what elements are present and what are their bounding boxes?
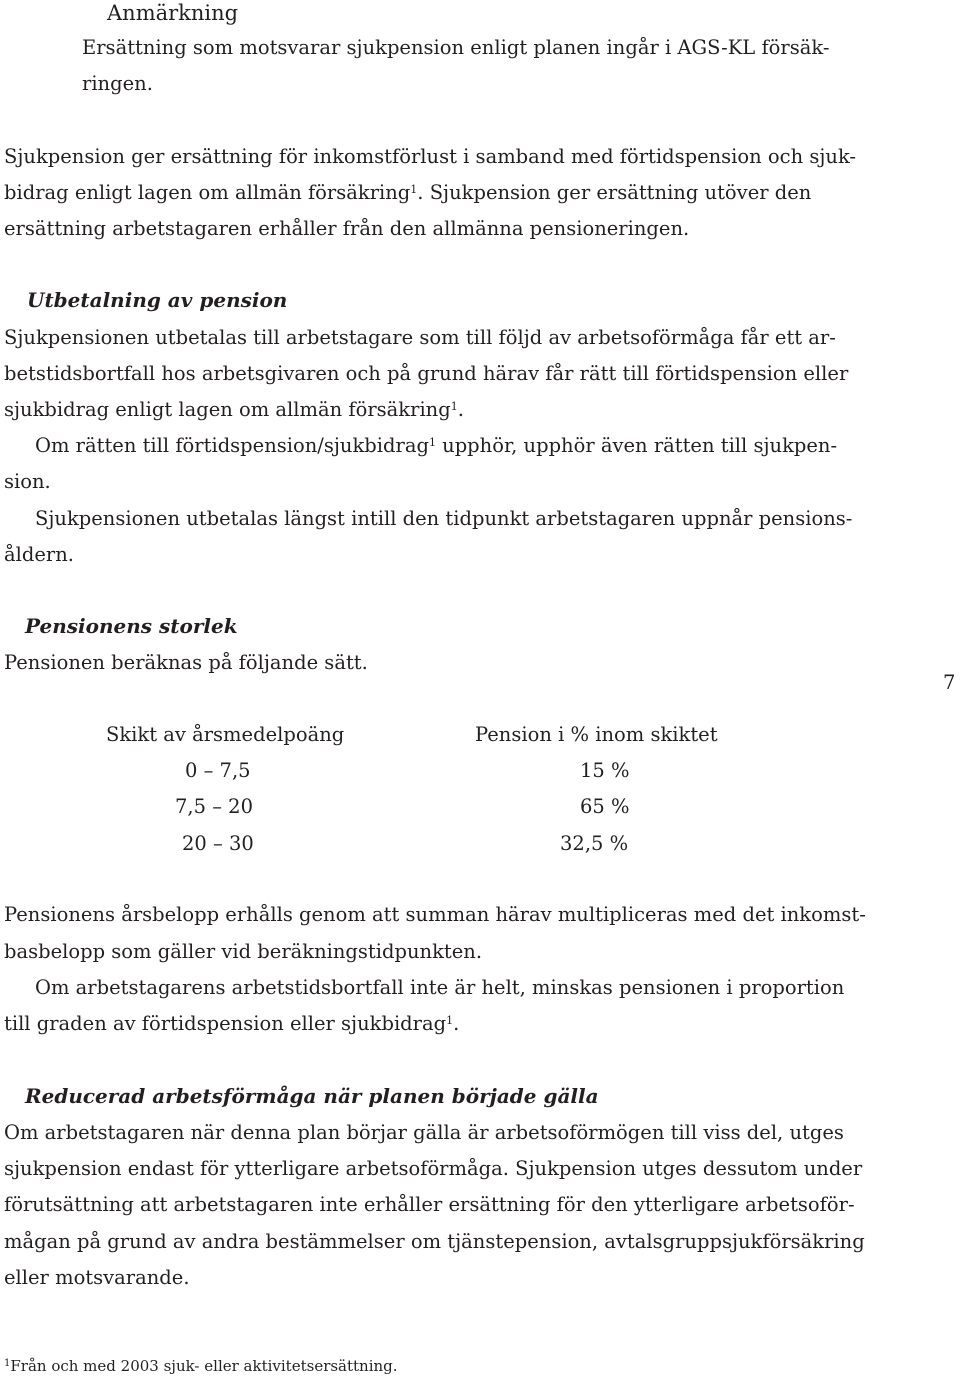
anmarkning-heading: Anmärkning (107, 1, 239, 25)
utbetalning-line: sjukbidrag enligt lagen om allmän försäkring$^1$. (4, 398, 464, 421)
anmarkning-line: ringen. (82, 72, 153, 95)
table-cell-pension: 15 % (580, 759, 630, 782)
anmarkning-line: Ersättning som motsvarar sjukpension enligt planen ingår i AGS-KL försäk- (82, 36, 830, 59)
after-table-line: till graden av förtidspension eller sjukbidrag$^1$. (4, 1012, 460, 1035)
footnote: $^1$Från och med 2003 sjuk- eller aktivitetsersättning. (4, 1357, 398, 1375)
reducerad-heading: Reducerad arbetsförmåga när planen började gälla (25, 1084, 599, 1108)
footnote-marker: 1 (4, 1358, 11, 1369)
footnote-marker: 1 (450, 400, 458, 413)
storlek-heading: Pensionens storlek (25, 614, 238, 638)
utbetalning-heading: Utbetalning av pension (27, 288, 288, 312)
utbetalning-line: Sjukpensionen utbetalas längst intill den tidpunkt arbetstagaren uppnår pensions- (35, 507, 853, 530)
reducerad-line: mågan på grund av andra bestämmelser om tjänstepension, avtalsgruppsjukförsäkring (4, 1230, 865, 1253)
intro-line: bidrag enligt lagen om allmän försäkring$^1$. Sjukpension ger ersättning utöver den (4, 181, 812, 204)
footnote-marker: 1 (446, 1014, 454, 1027)
table-cell-pension: 32,5 % (560, 832, 629, 855)
utbetalning-line: Sjukpensionen utbetalas till arbetstagare som till följd av arbetsoförmåga får ett ar- (4, 326, 836, 349)
reducerad-line: eller motsvarande. (4, 1266, 190, 1289)
after-table-line: Pensionens årsbelopp erhålls genom att summan härav multipliceras med det inkomst- (4, 903, 866, 926)
table-cell-skikt: 20 – 30 (182, 832, 254, 855)
footnote-marker: 1 (410, 183, 418, 196)
reducerad-line: Om arbetstagaren när denna plan börjar gälla är arbetsoförmögen till viss del, utges (4, 1121, 844, 1144)
table-header-skikt: Skikt av årsmedelpoäng (106, 723, 345, 746)
utbetalning-line: betstidsbortfall hos arbetsgivaren och på grund härav får rätt till förtidspension eller (4, 362, 849, 385)
table-header-pension: Pension i % inom skiktet (475, 723, 718, 746)
utbetalning-line: åldern. (4, 543, 74, 566)
utbetalning-line: Om rätten till förtidspension/sjukbidrag$^1$ upphör, upphör även rätten till sjukpen- (35, 434, 838, 457)
reducerad-line: sjukpension endast för ytterligare arbetsoförmåga. Sjukpension utges dessutom under (4, 1157, 863, 1180)
table-cell-skikt: 0 – 7,5 (185, 759, 251, 782)
table-cell-pension: 65 % (580, 795, 630, 818)
utbetalning-line: sion. (4, 470, 51, 493)
page-number: 7 (943, 671, 956, 694)
storlek-intro: Pensionen beräknas på följande sätt. (4, 651, 368, 674)
after-table-line: basbelopp som gäller vid beräkningstidpunkten. (4, 940, 483, 963)
reducerad-line: förutsättning att arbetstagaren inte erhåller ersättning för den ytterligare arbetsoför- (4, 1193, 855, 1216)
after-table-line: Om arbetstagarens arbetstidsbortfall inte är helt, minskas pensionen i proportion (35, 976, 845, 999)
intro-line: Sjukpension ger ersättning för inkomstförlust i samband med förtidspension och sjuk- (4, 145, 857, 168)
table-cell-skikt: 7,5 – 20 (175, 795, 253, 818)
footnote-marker: 1 (428, 436, 436, 449)
intro-line: ersättning arbetstagaren erhåller från den allmänna pensioneringen. (4, 217, 690, 240)
